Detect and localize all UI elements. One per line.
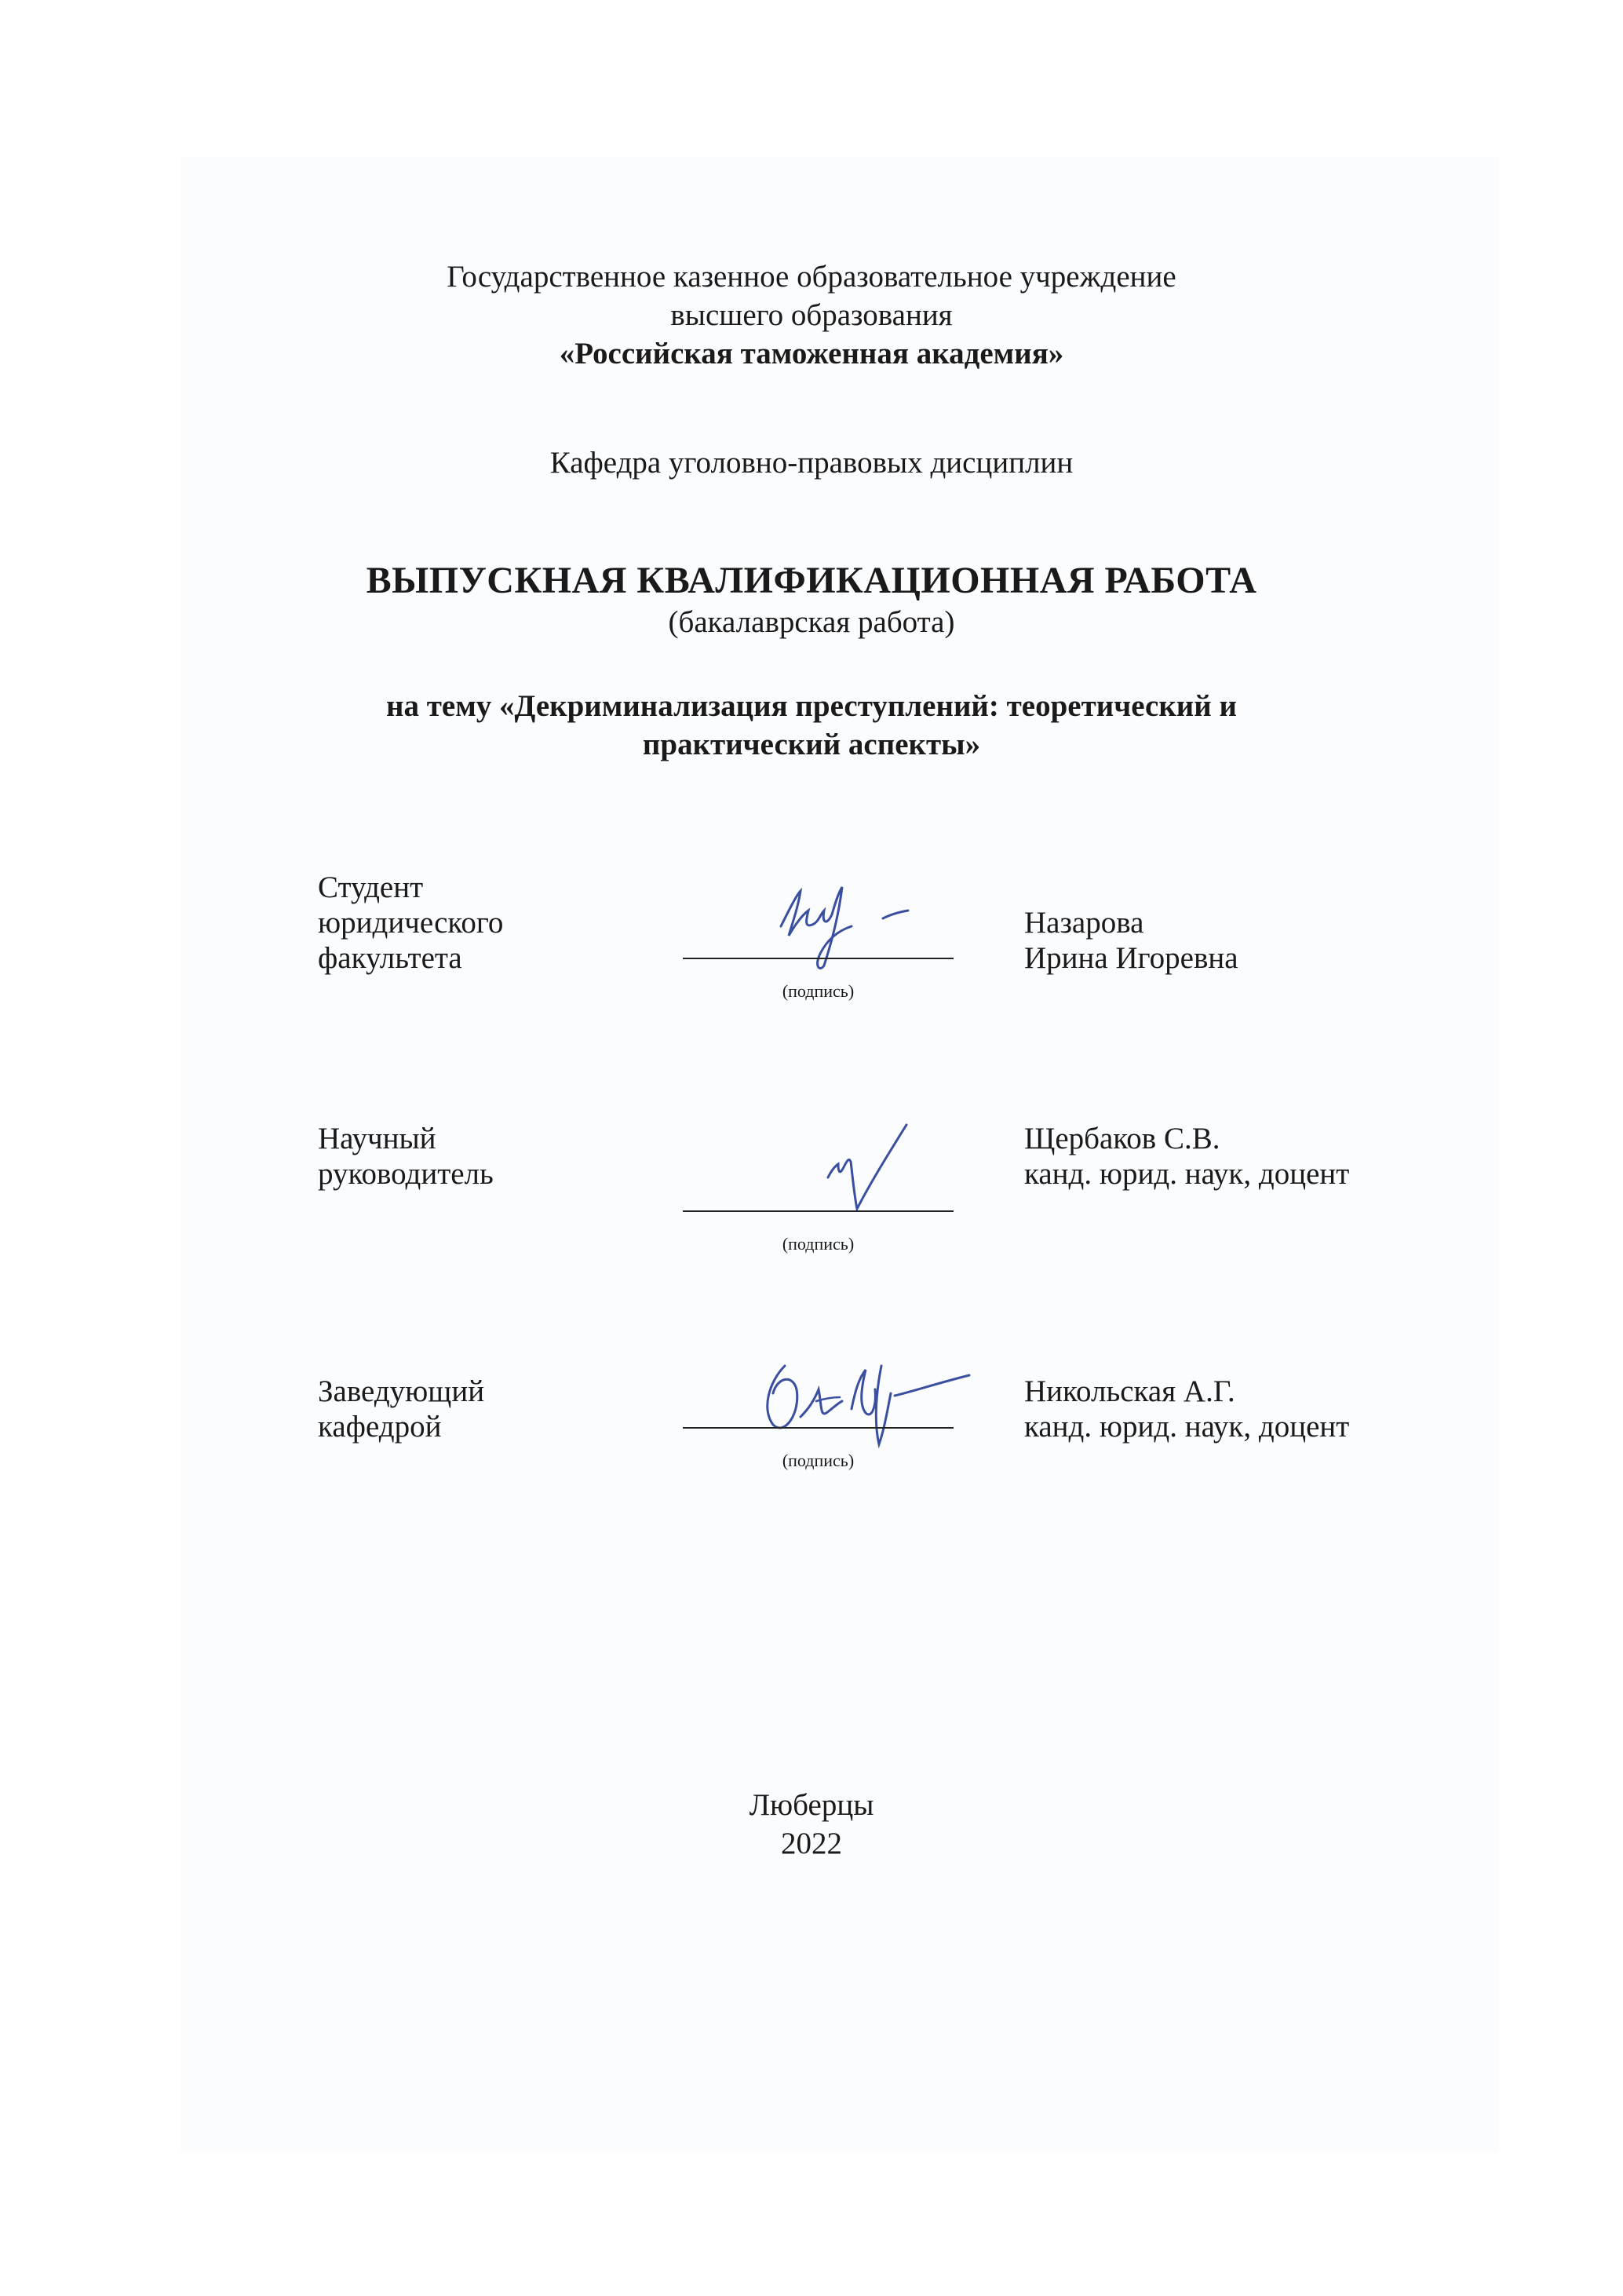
- person-student: [1024, 905, 1238, 976]
- signature-caption: (подпись): [782, 1451, 855, 1470]
- person-line: канд. юрид. наук, доцент: [1024, 1410, 1350, 1444]
- topic-line-1: на тему «Декриминализация преступлений: теоретический и: [386, 689, 1237, 723]
- signature-student: [765, 879, 938, 973]
- signature-line: [683, 1427, 954, 1429]
- role-line: факультета: [318, 941, 462, 975]
- footer: [0, 1786, 1623, 1863]
- role-line: юридического: [318, 906, 504, 940]
- department: [0, 444, 1623, 482]
- person-supervisor: [1024, 1121, 1349, 1192]
- role-student: [318, 870, 503, 976]
- person-line: Никольская А.Г.: [1024, 1374, 1235, 1408]
- person-line: канд. юрид. наук, доцент: [1024, 1157, 1350, 1191]
- role-head: [318, 1374, 484, 1444]
- city: Люберцы: [749, 1788, 874, 1822]
- work-type-title: ВЫПУСКНАЯ КВАЛИФИКАЦИОННАЯ РАБОТА: [366, 560, 1257, 601]
- institution-header: [0, 257, 1623, 373]
- thesis-topic: [0, 687, 1623, 764]
- department-name: Кафедра уголовно-правовых дисциплин: [549, 446, 1074, 480]
- role-line: Научный: [318, 1122, 436, 1155]
- role-line: руководитель: [318, 1157, 494, 1191]
- role-line: кафедрой: [318, 1410, 442, 1444]
- work-title: [0, 559, 1623, 641]
- signature-supervisor: [816, 1119, 926, 1221]
- signature-caption: (подпись): [782, 1234, 855, 1254]
- signature-line: [683, 1210, 954, 1212]
- role-line: Заведующий: [318, 1374, 485, 1408]
- signature-line: [683, 958, 954, 959]
- person-line: Ирина Игоревна: [1024, 941, 1238, 975]
- role-supervisor: [318, 1121, 494, 1192]
- signature-caption: (подпись): [782, 981, 855, 1001]
- person-line: Назарова: [1024, 906, 1144, 940]
- institution-name: «Российская таможенная академия»: [559, 337, 1064, 370]
- year: 2022: [781, 1827, 842, 1860]
- signature-head: [742, 1334, 977, 1452]
- person-line: Щербаков С.В.: [1024, 1122, 1220, 1155]
- institution-line-1: Государственное казенное образовательное учреждение: [447, 260, 1176, 294]
- work-subtitle: (бакалаврская работа): [668, 605, 955, 639]
- person-head: [1024, 1374, 1349, 1444]
- role-line: Студент: [318, 871, 424, 904]
- institution-line-2: высшего образования: [670, 298, 953, 332]
- topic-line-2: практический аспекты»: [642, 728, 981, 761]
